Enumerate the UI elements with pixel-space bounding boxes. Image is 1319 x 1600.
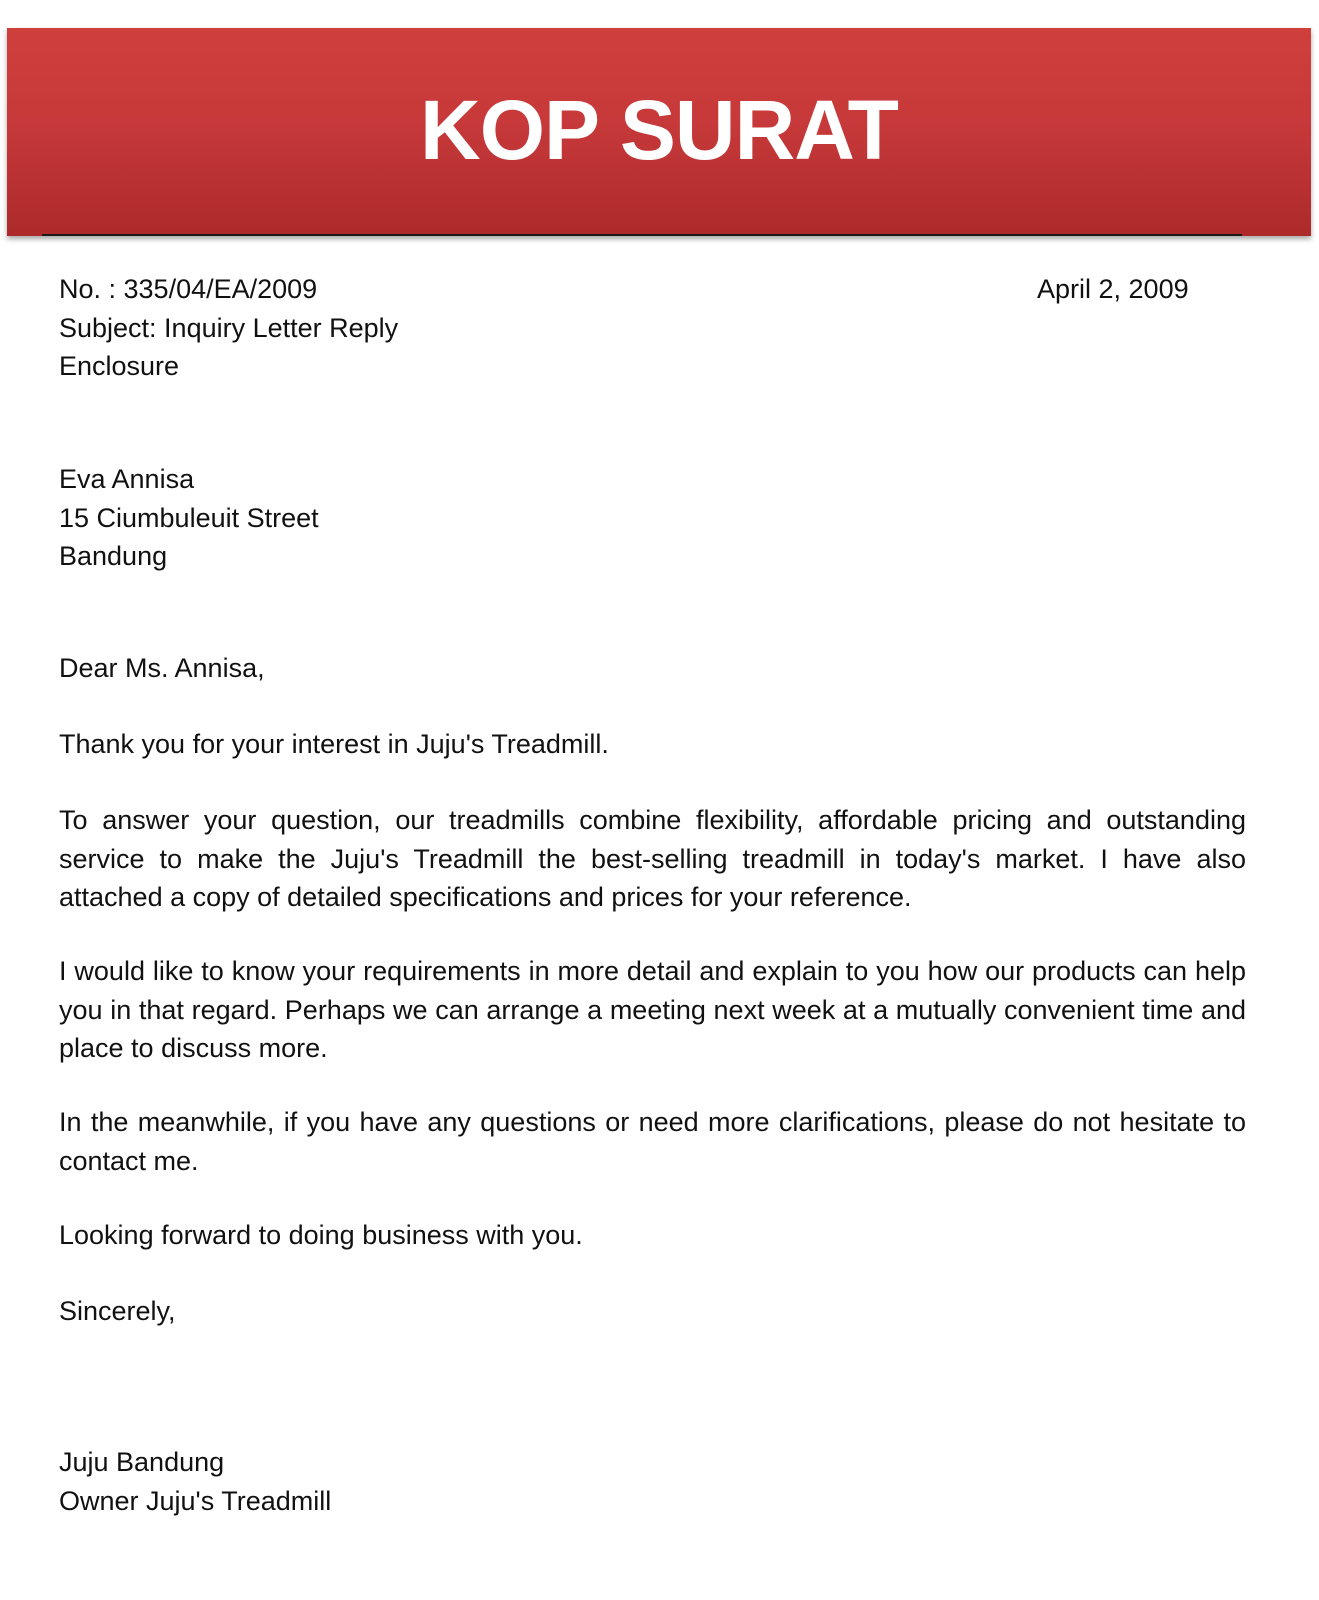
closing: Sincerely, [59, 1296, 176, 1326]
signature-block [59, 1443, 331, 1520]
paragraph-questions: In the meanwhile, if you have any questions or need more clarifications, please do not hesitate to contact me. [59, 1107, 1246, 1176]
signature-title: Owner Juju's Treadmill [59, 1485, 332, 1516]
letterhead-divider [42, 234, 1242, 236]
paragraph-answer: To answer your question, our treadmills combine flexibility, affordable pricing and outstanding service to make the Juju's Treadmill the best-selling treadmill in today's market. I have also attached a copy of detailed specifications and prices for your reference. [59, 805, 1246, 912]
recipient-city: Bandung [59, 541, 168, 571]
letter-number: No. : 335/04/EA/2009 [59, 274, 318, 304]
letterhead-title: KOP SURAT [420, 83, 898, 177]
letterhead-band [7, 28, 1311, 236]
letter-date: April 2, 2009 [1037, 274, 1189, 304]
recipient-name: Eva Annisa [59, 464, 195, 494]
letter-enclosure: Enclosure [59, 351, 180, 381]
recipient-street: 15 Ciumbuleuit Street [59, 502, 319, 533]
signature-name: Juju Bandung [59, 1447, 225, 1477]
paragraph-looking-forward: Looking forward to doing business with you. [59, 1220, 583, 1250]
recipient-address [59, 460, 319, 576]
letter-subject: Subject: Inquiry Letter Reply [59, 312, 399, 343]
letter-meta [59, 270, 398, 386]
paragraph-thanks: Thank you for your interest in Juju's Treadmill. [59, 729, 609, 759]
paragraph-requirements: I would like to know your requirements in more detail and explain to you how our products can help you in that regard. Perhaps we can arrange a meeting next week at a mutually convenient time and place to discuss more. [59, 956, 1246, 1063]
salutation: Dear Ms. Annisa, [59, 653, 265, 683]
